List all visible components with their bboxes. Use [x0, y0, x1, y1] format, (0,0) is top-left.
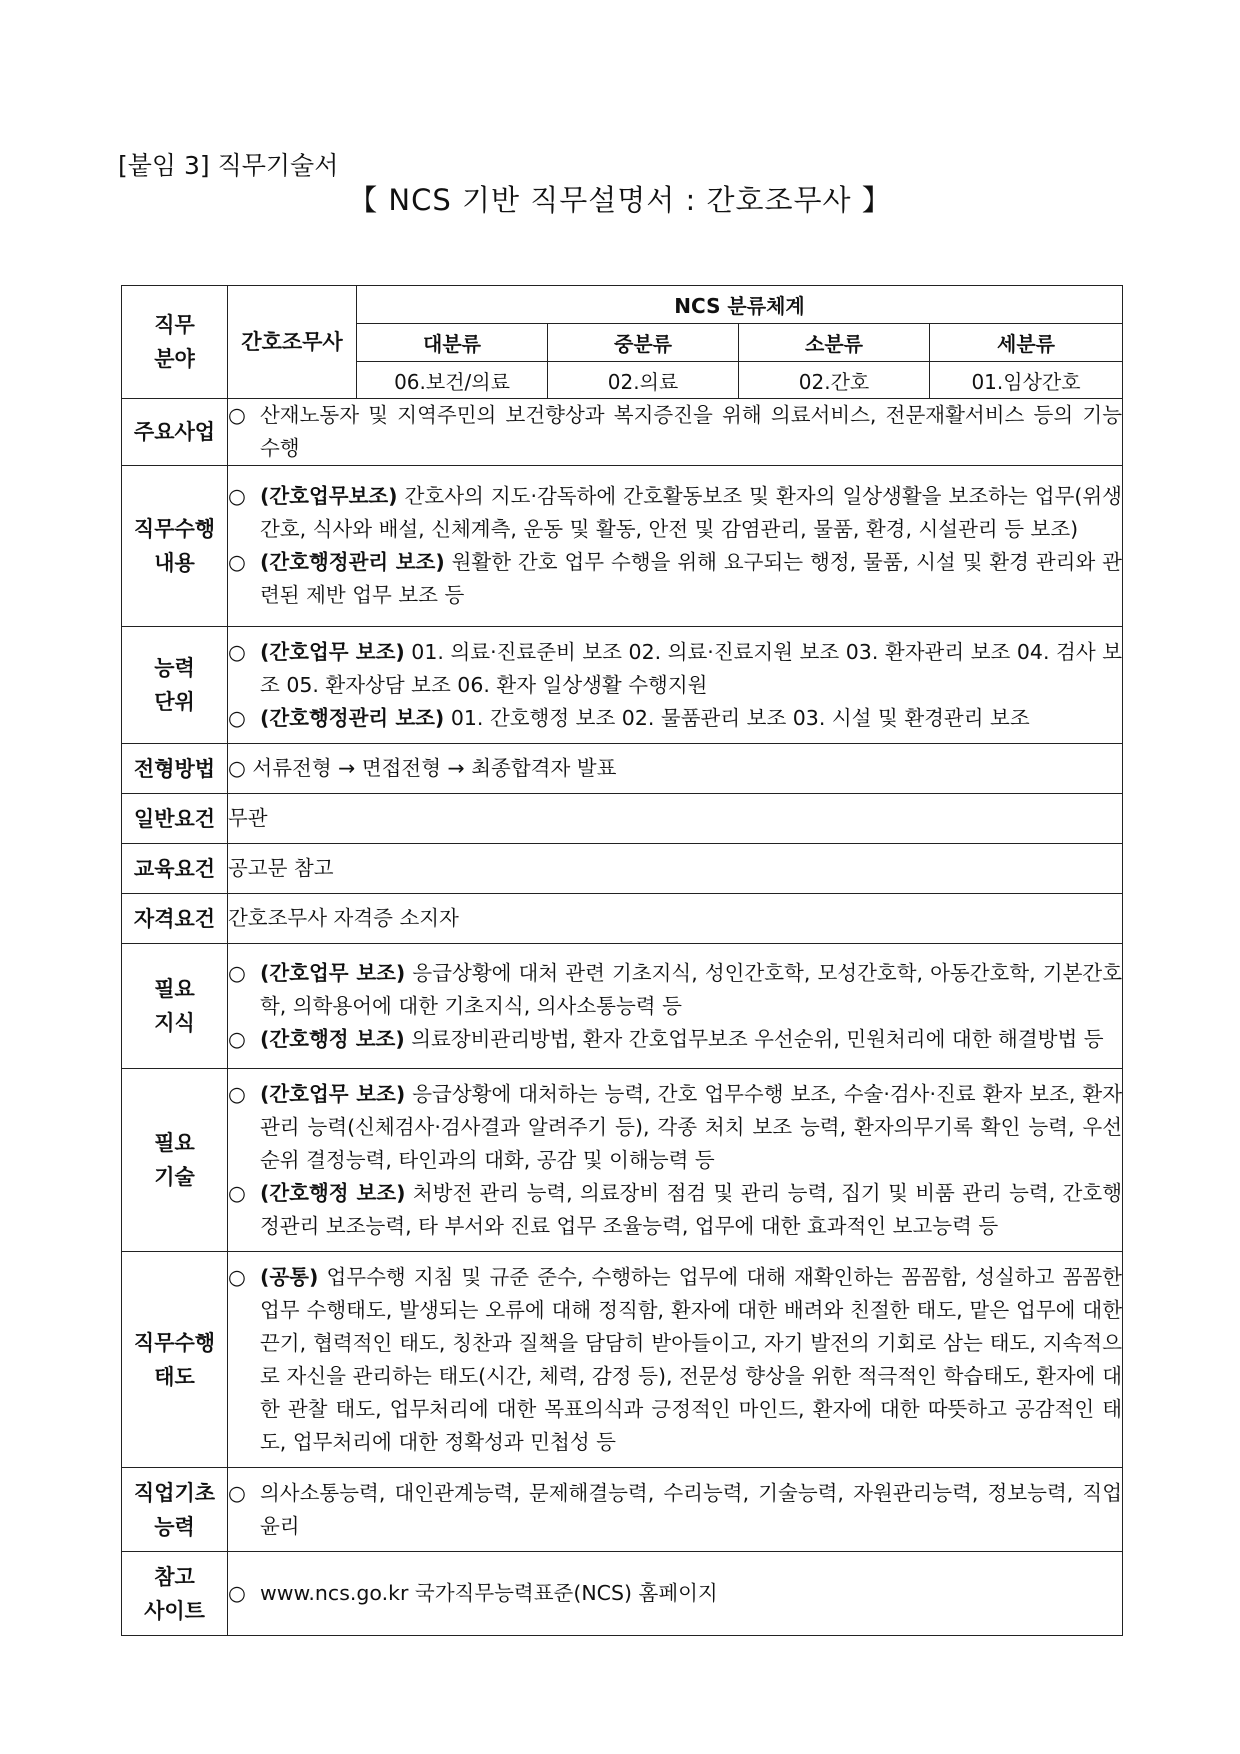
circle-bullet-icon: ○	[228, 1581, 246, 1605]
circle-bullet-icon: ○	[228, 705, 246, 730]
circle-bullet-icon: ○	[228, 1264, 246, 1289]
general-requirement-label: 일반요건	[122, 794, 228, 844]
basic-ability-label: 직업기초 능력	[122, 1468, 228, 1552]
middle-category-header: 중분류	[548, 324, 739, 362]
item-heading: (간호행정 보조)	[260, 1180, 406, 1205]
minor-category-value: 02.간호	[739, 362, 930, 399]
item-text: 산재노동자 및 지역주민의 보건향상과 복지증진을 위해 의료서비스, 전문재활서비스 등의 기능 수행	[260, 403, 1122, 460]
circle-bullet-icon: ○	[228, 960, 246, 985]
item-text: 의사소통능력, 대인관계능력, 문제해결능력, 수리능력, 기술능력, 자원관리능력, 정보능력, 직업윤리	[260, 1480, 1122, 1538]
main-business-label: 주요사업	[122, 399, 228, 466]
bullet-item	[228, 1477, 1122, 1543]
item-text: 응급상황에 대처 관련 기초지식, 성인간호학, 모성간호학, 아동간호학, 기본간호학, 의학용어에 대한 기초지식, 의사소통능력 등	[260, 960, 1122, 1018]
major-category-value: 06.보건/의료	[357, 362, 548, 399]
item-text: www.ncs.go.kr 국가직무능력표준(NCS) 홈페이지	[260, 1581, 718, 1605]
duty-content	[228, 466, 1123, 627]
circle-bullet-icon: ○	[228, 1480, 246, 1505]
selection-method-label: 전형방법	[122, 744, 228, 794]
bullet-item	[228, 399, 1122, 465]
item-text: 원활한 간호 업무 수행을 위해 요구되는 행정, 물품, 시설 및 환경 관리와 관련된 제반 업무 보조 등	[260, 550, 1122, 607]
item-heading: (간호업무 보조)	[260, 960, 406, 985]
bullet-item	[228, 636, 1122, 702]
job-field-label: 직무 분야	[122, 286, 228, 399]
circle-bullet-icon: ○	[228, 1026, 246, 1051]
minor-category-header: 소분류	[739, 324, 930, 362]
circle-bullet-icon: ○	[228, 403, 246, 427]
reference-site-label: 참고 사이트	[122, 1552, 228, 1636]
duty-attitude-content	[228, 1252, 1123, 1468]
ability-unit-label: 능력 단위	[122, 627, 228, 744]
bullet-item	[228, 480, 1122, 546]
item-text: 처방전 관리 능력, 의료장비 점검 및 관리 능력, 집기 및 비품 관리 능력, 간호행정관리 보조능력, 타 부서와 진료 업무 조율능력, 업무에 대한 효과적인 보고능력 등	[260, 1180, 1122, 1238]
selection-method-content: ○ 서류전형 → 면접전형 → 최종합격자 발표	[228, 744, 1123, 794]
required-knowledge-label: 필요 지식	[122, 944, 228, 1069]
general-requirement-content: 무관	[228, 794, 1123, 844]
ability-unit-content	[228, 627, 1123, 744]
item-heading: (간호행정관리 보조)	[260, 705, 445, 730]
document-title: 【 NCS 기반 직무설명서 : 간호조무사 】	[348, 183, 892, 217]
required-knowledge-content	[228, 944, 1123, 1069]
sub-category-value: 01.임상간호	[930, 362, 1123, 399]
bullet-item	[228, 702, 1122, 735]
item-text: 간호사의 지도·감독하에 간호활동보조 및 환자의 일상생활을 보조하는 업무(위생 간호, 식사와 배설, 신체계측, 운동 및 활동, 안전 및 감염관리, 물품, 환경, 시설관리 등 보조)	[260, 484, 1122, 541]
qualification-requirement-label: 자격요건	[122, 894, 228, 944]
qualification-requirement-content: 간호조무사 자격증 소지자	[228, 894, 1123, 944]
item-text: 01. 의료·진료준비 보조 02. 의료·진료지원 보조 03. 환자관리 보조 04. 검사 보조 05. 환자상담 보조 06. 환자 일상생활 수행지원	[260, 639, 1122, 697]
circle-bullet-icon: ○	[228, 550, 246, 574]
item-heading: (간호행정관리 보조)	[260, 550, 445, 574]
major-category-header: 대분류	[357, 324, 548, 362]
basic-ability-content	[228, 1468, 1123, 1552]
ncs-system-header: NCS 분류체계	[357, 286, 1123, 324]
job-name: 간호조무사	[228, 286, 357, 399]
reference-site-content	[228, 1552, 1123, 1636]
duty-content-label: 직무수행 내용	[122, 466, 228, 627]
bullet-item	[228, 1023, 1122, 1056]
item-text: 의료장비관리방법, 환자 간호업무보조 우선순위, 민원처리에 대한 해결방법 등	[404, 1026, 1104, 1051]
item-heading: (간호업무 보조)	[260, 639, 405, 664]
circle-bullet-icon: ○	[228, 639, 246, 664]
duty-attitude-label: 직무수행 태도	[122, 1252, 228, 1468]
required-skills-label: 필요 기술	[122, 1069, 228, 1252]
circle-bullet-icon: ○	[228, 484, 246, 508]
education-requirement-content: 공고문 참고	[228, 844, 1123, 894]
bullet-item	[228, 546, 1122, 612]
circle-bullet-icon: ○	[228, 1081, 246, 1106]
item-heading: (간호업무보조)	[260, 484, 398, 508]
item-heading: (간호업무 보조)	[260, 1081, 406, 1106]
item-heading: (간호행정 보조)	[260, 1026, 405, 1051]
item-text: 업무수행 지침 및 규준 준수, 수행하는 업무에 대해 재확인하는 꼼꼼함, 성실하고 꼼꼼한 업무 수행태도, 발생되는 오류에 대해 정직함, 환자에 대한 배려와 친절한 태도, 맡은 업무에 대한 끈기, 협력적인 태도, 칭찬과 질책을 담담히 받아들이고, 자기 발전의 기회로 삼는 태도, 지속적으로 자신을 관리하는 태도(시간, 체력, 감정 등), 전문성 향상을 위한 적극적인 학습태도, 환자에 대한 관찰 태도, 업무처리에 대한 목표의식과 긍정적인 마인드, 환자에 대한 따뜻하고 공감적인 태도, 업무처리에 대한 정확성과 민첩성 등	[260, 1264, 1122, 1454]
sub-category-header: 세분류	[930, 324, 1123, 362]
bullet-item	[228, 1177, 1122, 1243]
education-requirement-label: 교육요건	[122, 844, 228, 894]
job-description-table	[121, 285, 1123, 1636]
item-heading: (공통)	[260, 1264, 319, 1289]
main-business-content	[228, 399, 1123, 466]
item-text: 응급상황에 대처하는 능력, 간호 업무수행 보조, 수술·검사·진료 환자 보조, 환자관리 능력(신체검사·검사결과 알려주기 등), 각종 처치 보조 능력, 환자의무기록 확인 능력, 우선순위 결정능력, 타인과의 대화, 공감 및 이해능력 등	[260, 1081, 1122, 1172]
required-skills-content	[228, 1069, 1123, 1252]
bullet-item	[228, 957, 1122, 1023]
bullet-item	[228, 1577, 1122, 1610]
bullet-item	[228, 1261, 1122, 1459]
bullet-item	[228, 1078, 1122, 1177]
attachment-label: [붙임 3] 직무기술서	[118, 151, 339, 180]
circle-bullet-icon: ○	[228, 1180, 246, 1205]
item-text: 01. 간호행정 보조 02. 물품관리 보조 03. 시설 및 환경관리 보조	[444, 705, 1030, 730]
middle-category-value: 02.의료	[548, 362, 739, 399]
